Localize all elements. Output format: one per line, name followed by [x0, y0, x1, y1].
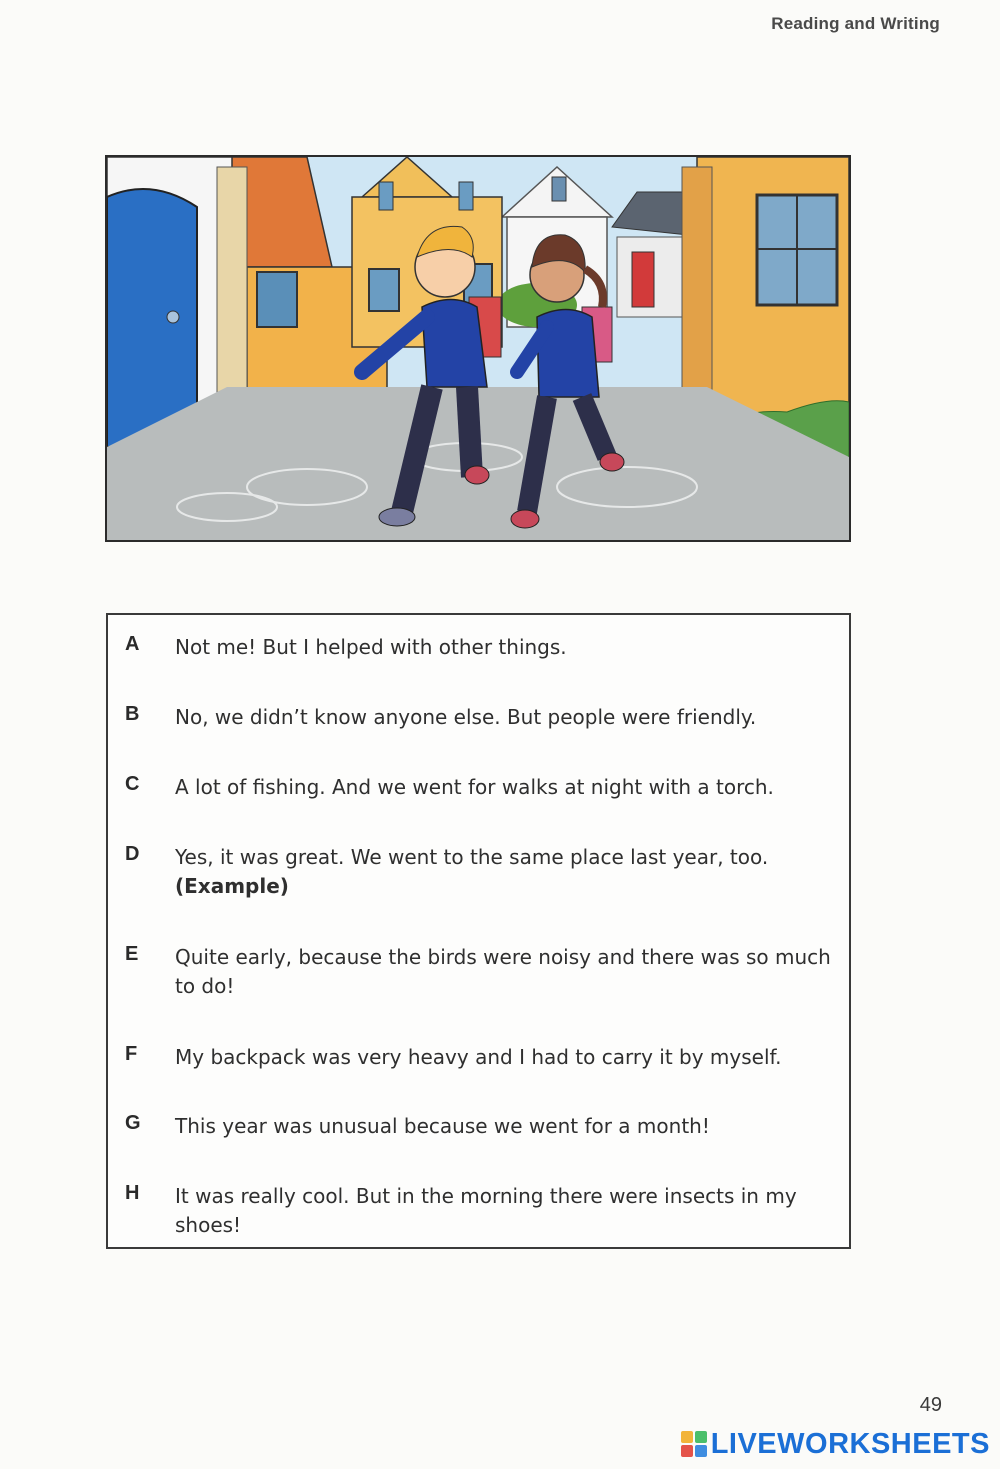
brand-name: LIVEWORKSHEETS	[710, 1427, 990, 1460]
option-text: It was really cool. But in the morning there were insects in my shoes!	[175, 1184, 797, 1237]
street-scene-drawing	[107, 157, 849, 540]
option-text: My backpack was very heavy and I had to carry it by myself.	[175, 1045, 782, 1069]
option-letter: B	[125, 703, 140, 725]
page-number: 49	[919, 1394, 942, 1416]
liveworksheets-brand[interactable]	[681, 1428, 990, 1460]
section-title: Reading and Writing	[771, 14, 940, 33]
liveworksheets-logo-icon	[681, 1431, 707, 1457]
option-text: This year was unusual because we went for a month!	[175, 1114, 710, 1138]
option-letter: H	[125, 1182, 140, 1204]
option-text	[175, 843, 835, 901]
answer-options-box	[106, 613, 851, 1249]
option-letter: G	[125, 1112, 141, 1134]
option-letter: F	[125, 1043, 138, 1065]
option-text: Not me! But I helped with other things.	[175, 635, 567, 659]
option-letter: C	[125, 773, 140, 795]
option-text-main: Yes, it was great. We went to the same place last year, too.	[175, 845, 769, 869]
option-text: Quite early, because the birds were noisy and there was so much to do!	[175, 945, 831, 998]
option-letter: E	[125, 943, 139, 965]
street-scene-illustration	[105, 155, 851, 542]
option-text: A lot of fishing. And we went for walks at night with a torch.	[175, 775, 774, 799]
option-letter: A	[125, 633, 140, 655]
option-text: No, we didn’t know anyone else. But people were friendly.	[175, 705, 757, 729]
option-letter: D	[125, 843, 140, 865]
example-label: (Example)	[175, 874, 289, 898]
